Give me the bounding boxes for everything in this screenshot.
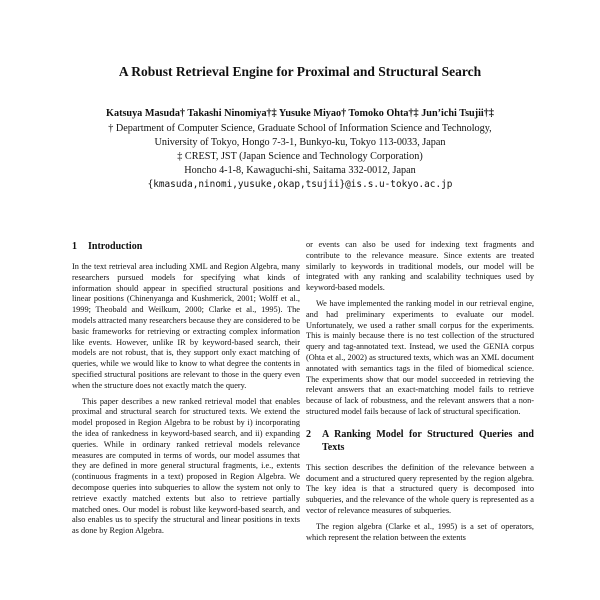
affiliation-line: Honcho 4-1-8, Kawaguchi-shi, Saitama 332-0012, Japan bbox=[184, 165, 416, 176]
section-number: 2 bbox=[306, 428, 311, 440]
paper-title: A Robust Retrieval Engine for Proximal and Structural Search bbox=[118, 64, 482, 79]
body-paragraph: In the text retrieval area including XML and Region Algebra, many researchers pursued models for specifying what kinds of information should appear in specified structural positions and linear positions (Chinenyanga and Kushmerick, 2001; Wolff et al., 1999; Theobald and Weilkum, 2000; Clarke et al., 1995). The models attracted many researchers because they are considered to be basic frameworks for retrieving or extracting complex information like events. However, unlike IR by keyword-based search, their models are not robust, that is, they support only exact matching of queries, while we would like to know to what degree the contents in specified structural positions are relevant to those in the query even when the structure does not exactly match the query. bbox=[72, 262, 300, 390]
affiliation-line: † Department of Computer Science, Graduate School of Information Science and Technology, bbox=[108, 123, 492, 134]
body-paragraph: or events can also be used for indexing text fragments and contribute to the relevance measure. Since extents are treated similarly to keywords in traditional models, our model will be integrated with any ranking and scalability techniques used by keyword-based models. bbox=[306, 240, 534, 293]
section-heading bbox=[72, 240, 300, 253]
section-number: 1 bbox=[72, 241, 77, 252]
author-email: {kmasuda,ninomi,yusuke,okap,tsujii}@is.s.u-tokyo.ac.jp bbox=[147, 179, 453, 190]
body-paragraph: This section describes the definition of the relevance between a document and a structured query represented by the region algebra. The key idea is that a structured query is decomposed into subqueries, and the relevance of the whole query is represented as a vector of relevance measures of subqueries. bbox=[306, 462, 534, 515]
body-paragraph: We have implemented the ranking model in our retrieval engine, and had preliminary experiments to evaluate our model. Unfortunately, we used a rather small corpus for the experiments. This is mainly because there is no test collection of the structured query and tag-annotated text. Instead, we used the GENIA corpus (Ohta et al., 2002) as structured texts, which was an XML document annotated with semantics tags in the filed of biomedical science. The experiments show that our model succeeded in retrieving the relevant answers that an exact-matching model fails to retrieve because of lack of robustness, and the relevant answers that a non-structured model fails because of lack of structural specification. bbox=[306, 298, 534, 416]
affiliation-line: University of Tokyo, Hongo 7-3-1, Bunkyo-ku, Tokyo 113-0033, Japan bbox=[154, 137, 446, 148]
affiliation-line: ‡ CREST, JST (Japan Science and Technology Corporation) bbox=[177, 151, 423, 162]
author-list: Katsuya Masuda† Takashi Ninomiya†‡ Yusuke Miyao† Tomoko Ohta†‡ Jun’ichi Tsujii†‡ bbox=[106, 108, 494, 119]
section-heading bbox=[306, 428, 534, 454]
section-title: A Ranking Model for Structured Queries and Texts bbox=[322, 428, 534, 453]
right-column bbox=[306, 240, 534, 548]
left-column bbox=[72, 240, 300, 542]
section-title: Introduction bbox=[88, 241, 143, 252]
body-paragraph: The region algebra (Clarke et al., 1995) is a set of operators, which represent the relation between the extents bbox=[306, 521, 534, 542]
body-paragraph: This paper describes a new ranked retrieval model that enables proximal and structural search for structured texts. We extend the model proposed in Region Algebra to be robust by i) incorporating the idea of rankedness in keyword-based search, and ii) expanding queries. While in ordinary ranked retrieval models relevance measures are computed in terms of words, our model assumes that they are defined in more general structural fragments, i.e., extents (continuous fragments in a text) proposed in Region Algebra. We decompose queries into subqueries to allow the system not only to retrieve exactly matched extents but also to retrieve partially matched ones. Our model is robust like keyword-based search, and also enables us to specify the structural and linear positions in texts as done by Region Algebra. bbox=[72, 396, 300, 536]
